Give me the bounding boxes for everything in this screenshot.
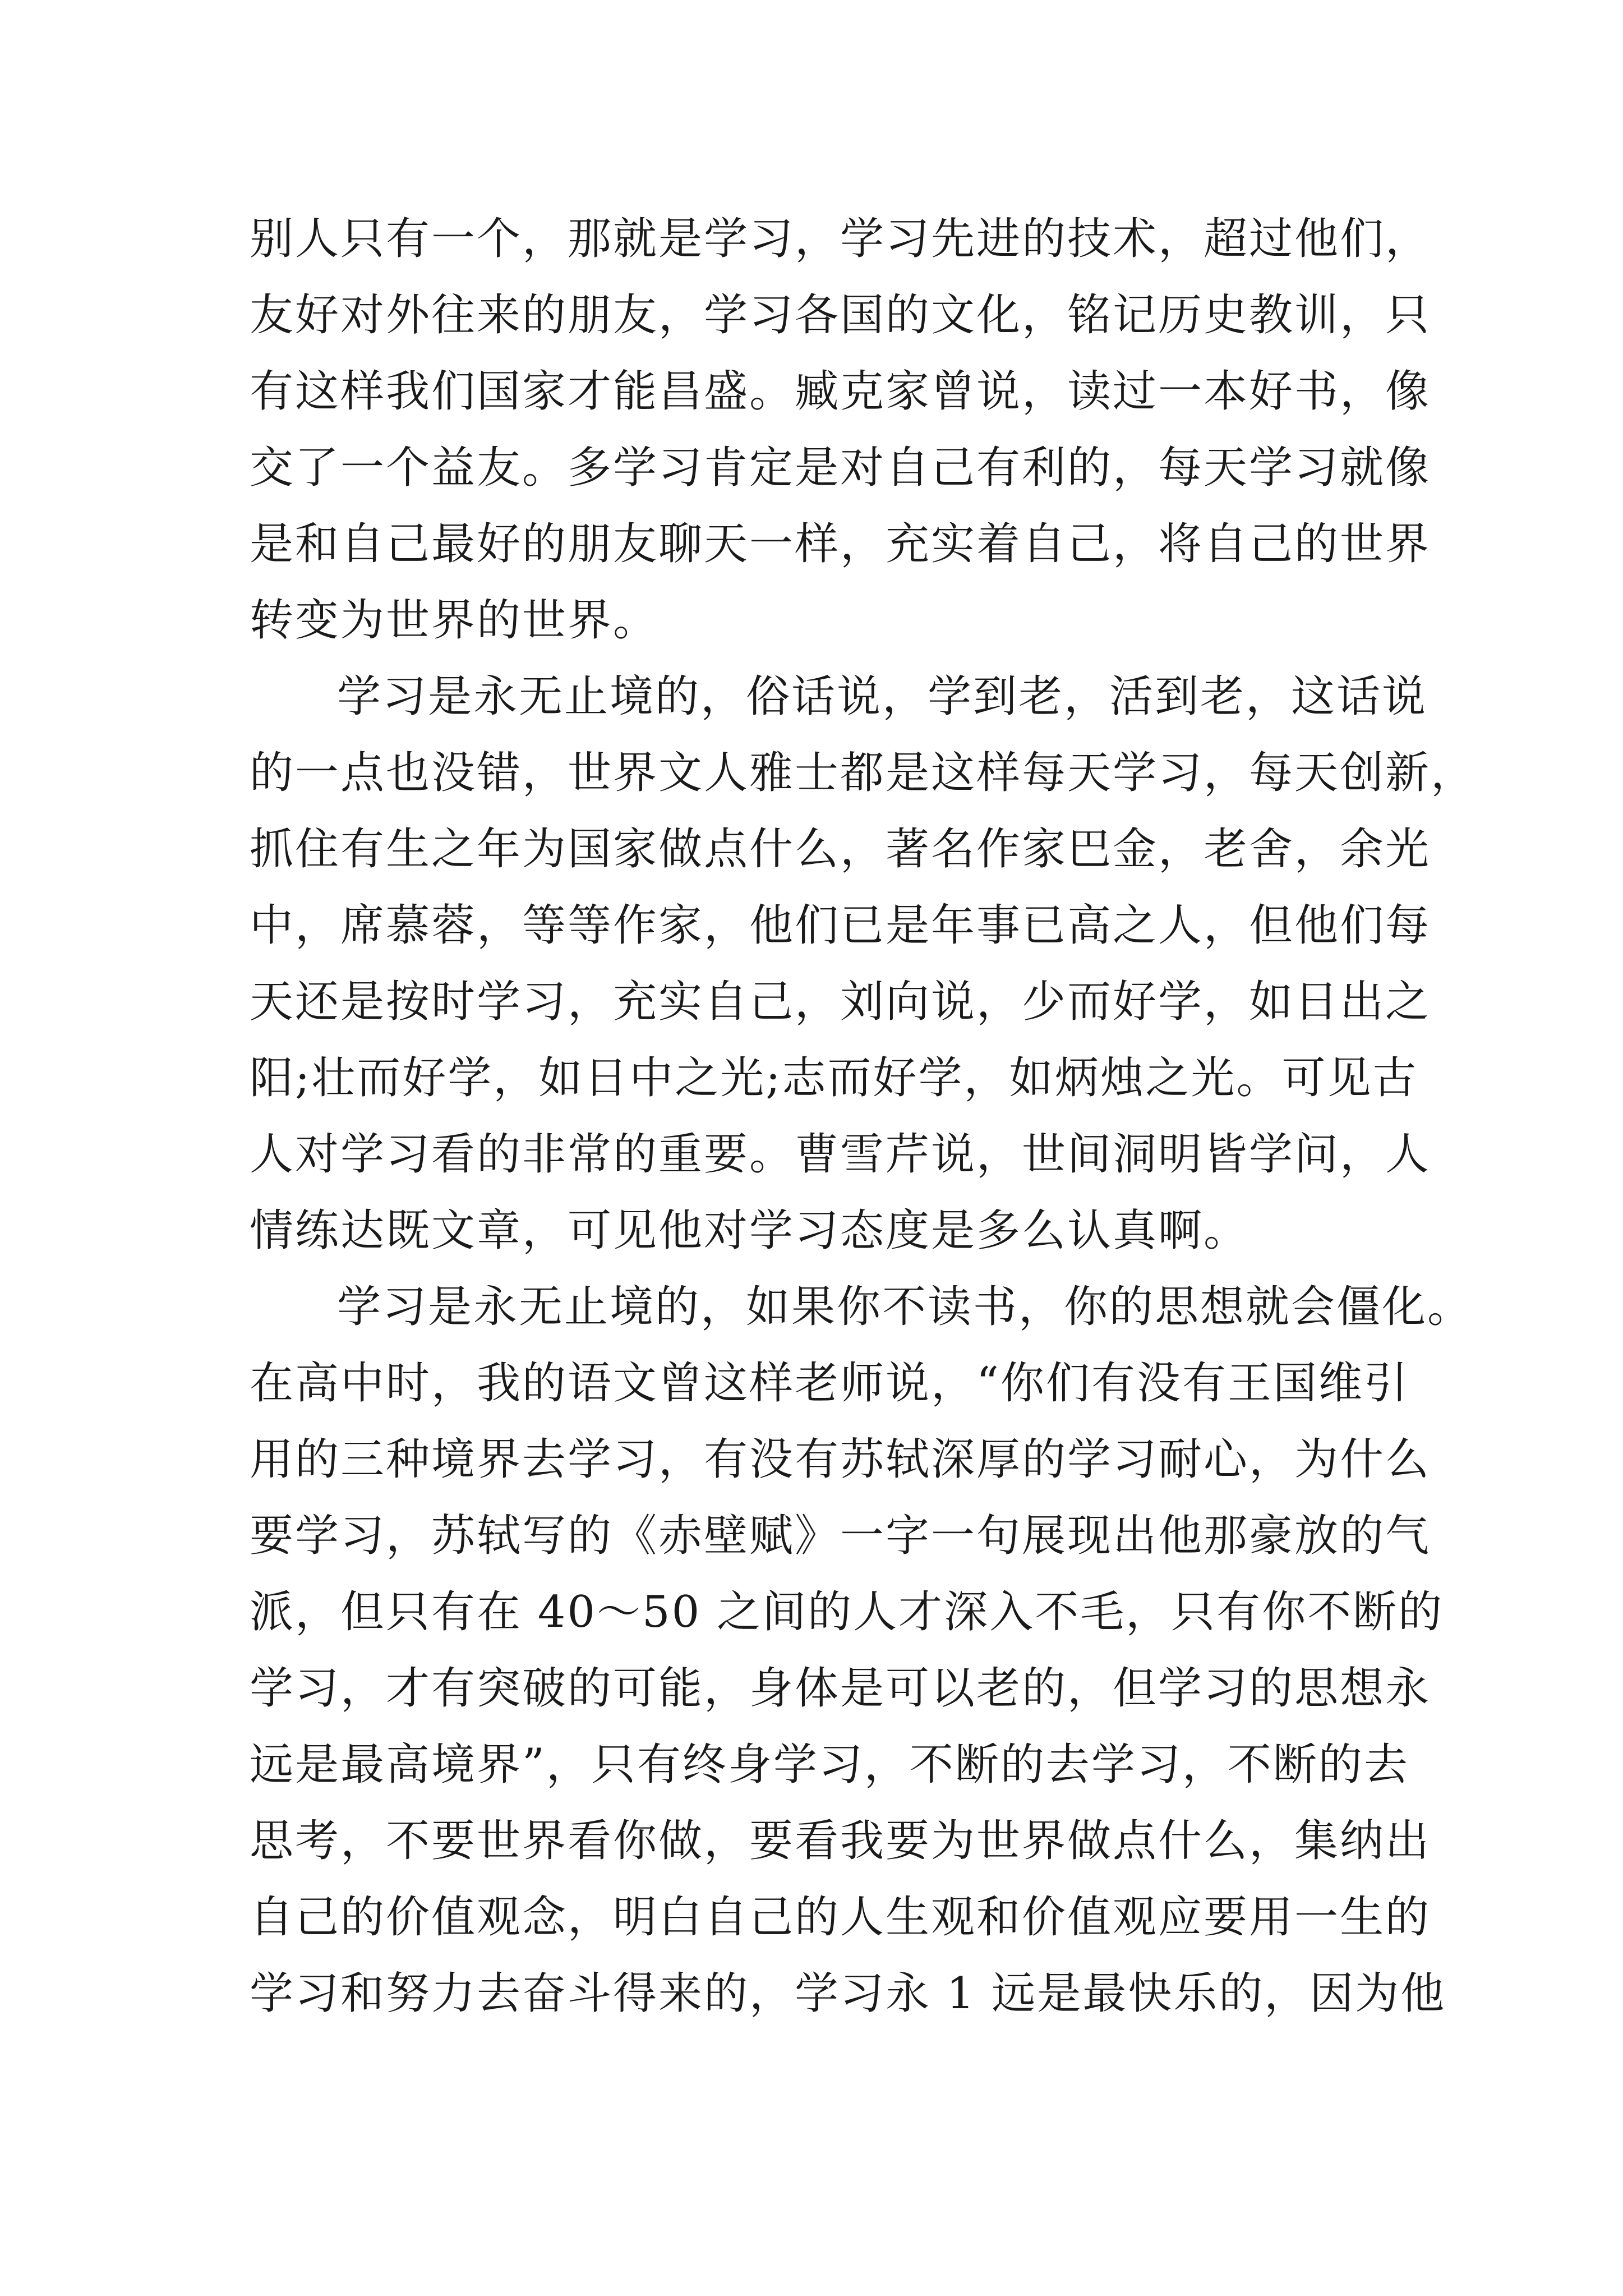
text-line: 学习是永无止境的，俗话说，学到老，活到老，这话说 [337,671,1428,722]
text-line: 思考，不要世界看你做，要看我要为世界做点什么，集纳出 [250,1816,1431,1866]
text-line: 抓住有生之年为国家做点什么，著名作家巴金，老舍，余光 [250,824,1431,875]
text-line: 要学习，苏轼写的《赤壁赋》一字一句展现出他那豪放的气 [250,1511,1431,1561]
text-line: 在高中时，我的语文曾这样老师说，“你们有没有王国维引 [250,1358,1409,1409]
text-line: 是和自己最好的朋友聊天一样，充实着自己，将自己的世界 [250,519,1431,569]
text-line: 学习和努力去奋斗得来的，学习永 1 远是最快乐的，因为他 [250,1968,1446,2019]
text-line: 派，但只有在 40～50 之间的人才深入不毛，只有你不断的 [250,1587,1444,1637]
text-line: 用的三种境界去学习，有没有苏轼深厚的学习耐心，为什么 [250,1434,1431,1485]
text-line: 远是最高境界”，只有终身学习，不断的去学习，不断的去 [250,1740,1409,1790]
text-line: 自己的价值观念，明白自己的人生观和价值观应要用一生的 [250,1892,1431,1943]
text-line: 有这样我们国家才能昌盛。臧克家曾说，读过一本好书，像 [250,366,1431,417]
text-line: 别人只有一个，那就是学习，学习先进的技术，超过他们， [250,214,1431,264]
text-line: 天还是按时学习，充实自己，刘向说，少而好学，如日出之 [250,977,1431,1027]
text-line: 中，席慕蓉，等等作家，他们已是年事已高之人，但他们每 [250,900,1431,951]
text-line: 的一点也没错，世界文人雅士都是这样每天学习，每天创新， [250,748,1477,798]
text-line: 友好对外往来的朋友，学习各国的文化，铭记历史教训，只 [250,290,1431,341]
text-line: 学习是永无止境的，如果你不读书，你的思想就会僵化。 [337,1282,1473,1332]
text-line: 交了一个益友。多学习肯定是对自己有利的，每天学习就像 [250,443,1431,493]
text-line: 学习，才有突破的可能，身体是可以老的，但学习的思想永 [250,1663,1431,1714]
text-line: 阳;壮而好学，如日中之光;志而好学，如炳烛之光。可见古 [250,1053,1418,1103]
text-line: 转变为世界的世界。 [250,595,659,646]
document-body [250,201,1477,2032]
text-line: 情练达既文章，可见他对学习态度是多么认真啊。 [250,1205,1249,1256]
text-line: 人对学习看的非常的重要。曹雪芹说，世间洞明皆学问，人 [250,1129,1431,1180]
